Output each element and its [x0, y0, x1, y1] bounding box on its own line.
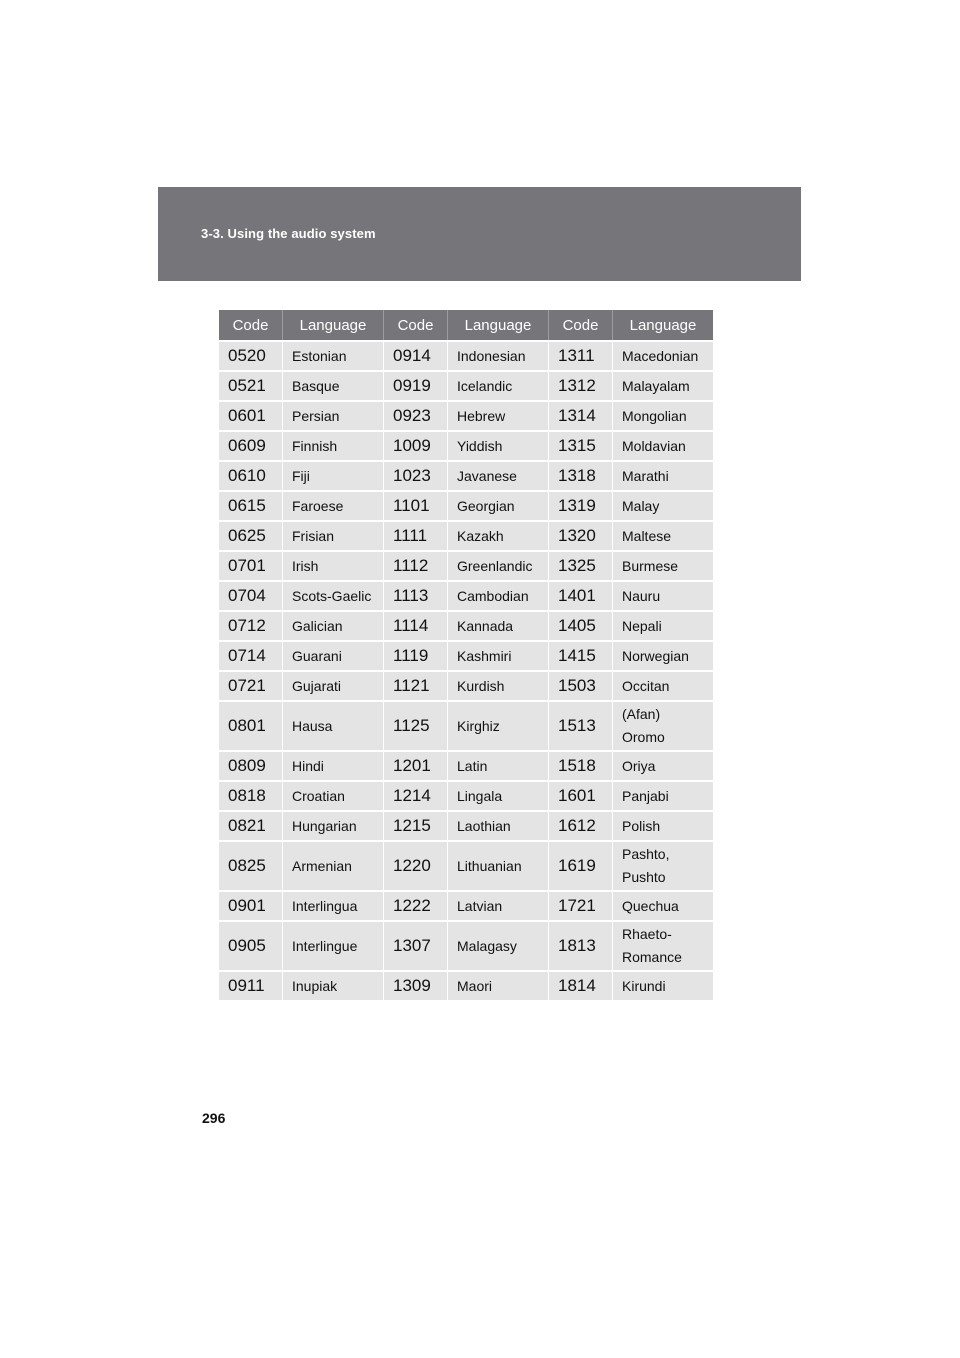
language-name-cell: Latvian	[448, 890, 549, 920]
language-name-cell: Hungarian	[283, 810, 384, 840]
column-header-language: Language	[613, 310, 713, 340]
language-code-cell: 1814	[549, 970, 613, 1000]
language-code-cell: 1311	[549, 340, 613, 370]
language-code-cell: 1314	[549, 400, 613, 430]
language-name-cell: Fiji	[283, 460, 384, 490]
table-row	[219, 810, 713, 840]
language-name-cell: Armenian	[283, 840, 384, 890]
language-name-cell: Kirghiz	[448, 700, 549, 750]
language-name-cell: Occitan	[613, 670, 713, 700]
language-name-cell: Hindi	[283, 750, 384, 780]
language-name-cell: Nepali	[613, 610, 713, 640]
language-name-cell: Lithuanian	[448, 840, 549, 890]
language-code-cell: 0721	[219, 670, 283, 700]
language-code-cell: 1307	[384, 920, 448, 970]
section-title: 3-3. Using the audio system	[201, 226, 376, 241]
language-code-cell: 0919	[384, 370, 448, 400]
language-name-cell: Pashto, Pushto	[613, 840, 713, 890]
language-name-cell: Interlingua	[283, 890, 384, 920]
table-header-row	[219, 310, 713, 340]
language-code-cell: 1319	[549, 490, 613, 520]
language-name-cell: Kurdish	[448, 670, 549, 700]
language-name-cell: Macedonian	[613, 340, 713, 370]
language-code-cell: 1513	[549, 700, 613, 750]
language-name-cell: Norwegian	[613, 640, 713, 670]
language-code-cell: 1114	[384, 610, 448, 640]
language-name-cell: Galician	[283, 610, 384, 640]
language-code-cell: 0714	[219, 640, 283, 670]
language-code-cell: 1125	[384, 700, 448, 750]
language-code-cell: 1220	[384, 840, 448, 890]
language-name-cell: Basque	[283, 370, 384, 400]
language-name-cell: Maori	[448, 970, 549, 1000]
table-body	[219, 340, 713, 1000]
language-name-cell: Hausa	[283, 700, 384, 750]
column-header-code: Code	[549, 310, 613, 340]
language-name-cell: (Afan) Oromo	[613, 700, 713, 750]
language-code-cell: 1112	[384, 550, 448, 580]
language-code-cell: 1619	[549, 840, 613, 890]
language-code-cell: 1312	[549, 370, 613, 400]
table-row	[219, 640, 713, 670]
language-name-cell: Interlingue	[283, 920, 384, 970]
language-name-cell: Yiddish	[448, 430, 549, 460]
language-name-cell: Georgian	[448, 490, 549, 520]
language-code-cell: 0821	[219, 810, 283, 840]
language-code-cell: 0520	[219, 340, 283, 370]
language-name-cell: Kannada	[448, 610, 549, 640]
language-name-cell: Scots-Gaelic	[283, 580, 384, 610]
language-code-cell: 1612	[549, 810, 613, 840]
table-row	[219, 460, 713, 490]
column-header-language: Language	[283, 310, 384, 340]
language-code-cell: 1309	[384, 970, 448, 1000]
language-name-cell: Quechua	[613, 890, 713, 920]
language-code-cell: 1201	[384, 750, 448, 780]
language-code-cell: 0905	[219, 920, 283, 970]
language-code-cell: 1415	[549, 640, 613, 670]
language-name-cell: Oriya	[613, 750, 713, 780]
language-code-cell: 1601	[549, 780, 613, 810]
table-row	[219, 400, 713, 430]
language-name-cell: Burmese	[613, 550, 713, 580]
language-code-cell: 1405	[549, 610, 613, 640]
language-code-cell: 0901	[219, 890, 283, 920]
language-code-cell: 1401	[549, 580, 613, 610]
language-name-cell: Inupiak	[283, 970, 384, 1000]
language-code-cell: 1111	[384, 520, 448, 550]
table-row	[219, 780, 713, 810]
language-name-cell: Malayalam	[613, 370, 713, 400]
language-code-cell: 1113	[384, 580, 448, 610]
language-name-cell: Panjabi	[613, 780, 713, 810]
language-name-cell: Estonian	[283, 340, 384, 370]
column-header-language: Language	[448, 310, 549, 340]
language-code-cell: 0923	[384, 400, 448, 430]
language-code-cell: 1320	[549, 520, 613, 550]
language-code-cell: 0809	[219, 750, 283, 780]
language-name-cell: Marathi	[613, 460, 713, 490]
language-name-cell: Mongolian	[613, 400, 713, 430]
language-name-cell: Malagasy	[448, 920, 549, 970]
table-row	[219, 340, 713, 370]
language-name-cell: Croatian	[283, 780, 384, 810]
language-name-cell: Latin	[448, 750, 549, 780]
language-code-cell: 1325	[549, 550, 613, 580]
language-name-cell: Irish	[283, 550, 384, 580]
language-name-cell: Polish	[613, 810, 713, 840]
column-header-code: Code	[219, 310, 283, 340]
table-row	[219, 890, 713, 920]
language-name-cell: Malay	[613, 490, 713, 520]
language-code-cell: 1101	[384, 490, 448, 520]
table-row	[219, 550, 713, 580]
language-code-cell: 0818	[219, 780, 283, 810]
language-code-cell: 1009	[384, 430, 448, 460]
language-name-cell: Faroese	[283, 490, 384, 520]
language-code-cell: 0704	[219, 580, 283, 610]
language-name-cell: Cambodian	[448, 580, 549, 610]
language-code-cell: 0521	[219, 370, 283, 400]
language-code-cell: 0825	[219, 840, 283, 890]
table-row	[219, 920, 713, 970]
language-code-cell: 1023	[384, 460, 448, 490]
language-name-cell: Finnish	[283, 430, 384, 460]
language-name-cell: Moldavian	[613, 430, 713, 460]
language-name-cell: Persian	[283, 400, 384, 430]
language-code-cell: 1119	[384, 640, 448, 670]
language-name-cell: Gujarati	[283, 670, 384, 700]
table-row	[219, 580, 713, 610]
language-code-cell: 1721	[549, 890, 613, 920]
language-code-cell: 0701	[219, 550, 283, 580]
language-name-cell: Kashmiri	[448, 640, 549, 670]
table-row	[219, 490, 713, 520]
language-name-cell: Hebrew	[448, 400, 549, 430]
language-code-cell: 0914	[384, 340, 448, 370]
language-code-cell: 1315	[549, 430, 613, 460]
table-row	[219, 430, 713, 460]
language-name-cell: Greenlandic	[448, 550, 549, 580]
language-code-cell: 1214	[384, 780, 448, 810]
language-code-cell: 1318	[549, 460, 613, 490]
language-code-cell: 1518	[549, 750, 613, 780]
language-code-cell: 1121	[384, 670, 448, 700]
language-code-cell: 0601	[219, 400, 283, 430]
table-row	[219, 840, 713, 890]
language-code-cell: 0801	[219, 700, 283, 750]
table-row	[219, 750, 713, 780]
language-name-cell: Javanese	[448, 460, 549, 490]
table-row	[219, 700, 713, 750]
page-number: 296	[202, 1110, 226, 1126]
language-code-cell: 0712	[219, 610, 283, 640]
table-row	[219, 370, 713, 400]
table-row	[219, 610, 713, 640]
table-row	[219, 970, 713, 1000]
table-row	[219, 520, 713, 550]
language-code-cell: 1503	[549, 670, 613, 700]
language-name-cell: Maltese	[613, 520, 713, 550]
language-code-cell: 0615	[219, 490, 283, 520]
language-name-cell: Indonesian	[448, 340, 549, 370]
language-name-cell: Lingala	[448, 780, 549, 810]
language-name-cell: Kazakh	[448, 520, 549, 550]
language-name-cell: Kirundi	[613, 970, 713, 1000]
language-name-cell: Laothian	[448, 810, 549, 840]
language-name-cell: Frisian	[283, 520, 384, 550]
language-code-cell: 1215	[384, 810, 448, 840]
language-name-cell: Icelandic	[448, 370, 549, 400]
section-header-band	[158, 187, 801, 281]
table-row	[219, 670, 713, 700]
language-name-cell: Guarani	[283, 640, 384, 670]
language-name-cell: Nauru	[613, 580, 713, 610]
language-code-cell: 0625	[219, 520, 283, 550]
language-code-cell: 1222	[384, 890, 448, 920]
language-name-cell: Rhaeto- Romance	[613, 920, 713, 970]
language-code-cell: 0609	[219, 430, 283, 460]
language-code-cell: 1813	[549, 920, 613, 970]
language-code-cell: 0610	[219, 460, 283, 490]
column-header-code: Code	[384, 310, 448, 340]
language-code-table	[219, 310, 713, 1000]
language-code-cell: 0911	[219, 970, 283, 1000]
